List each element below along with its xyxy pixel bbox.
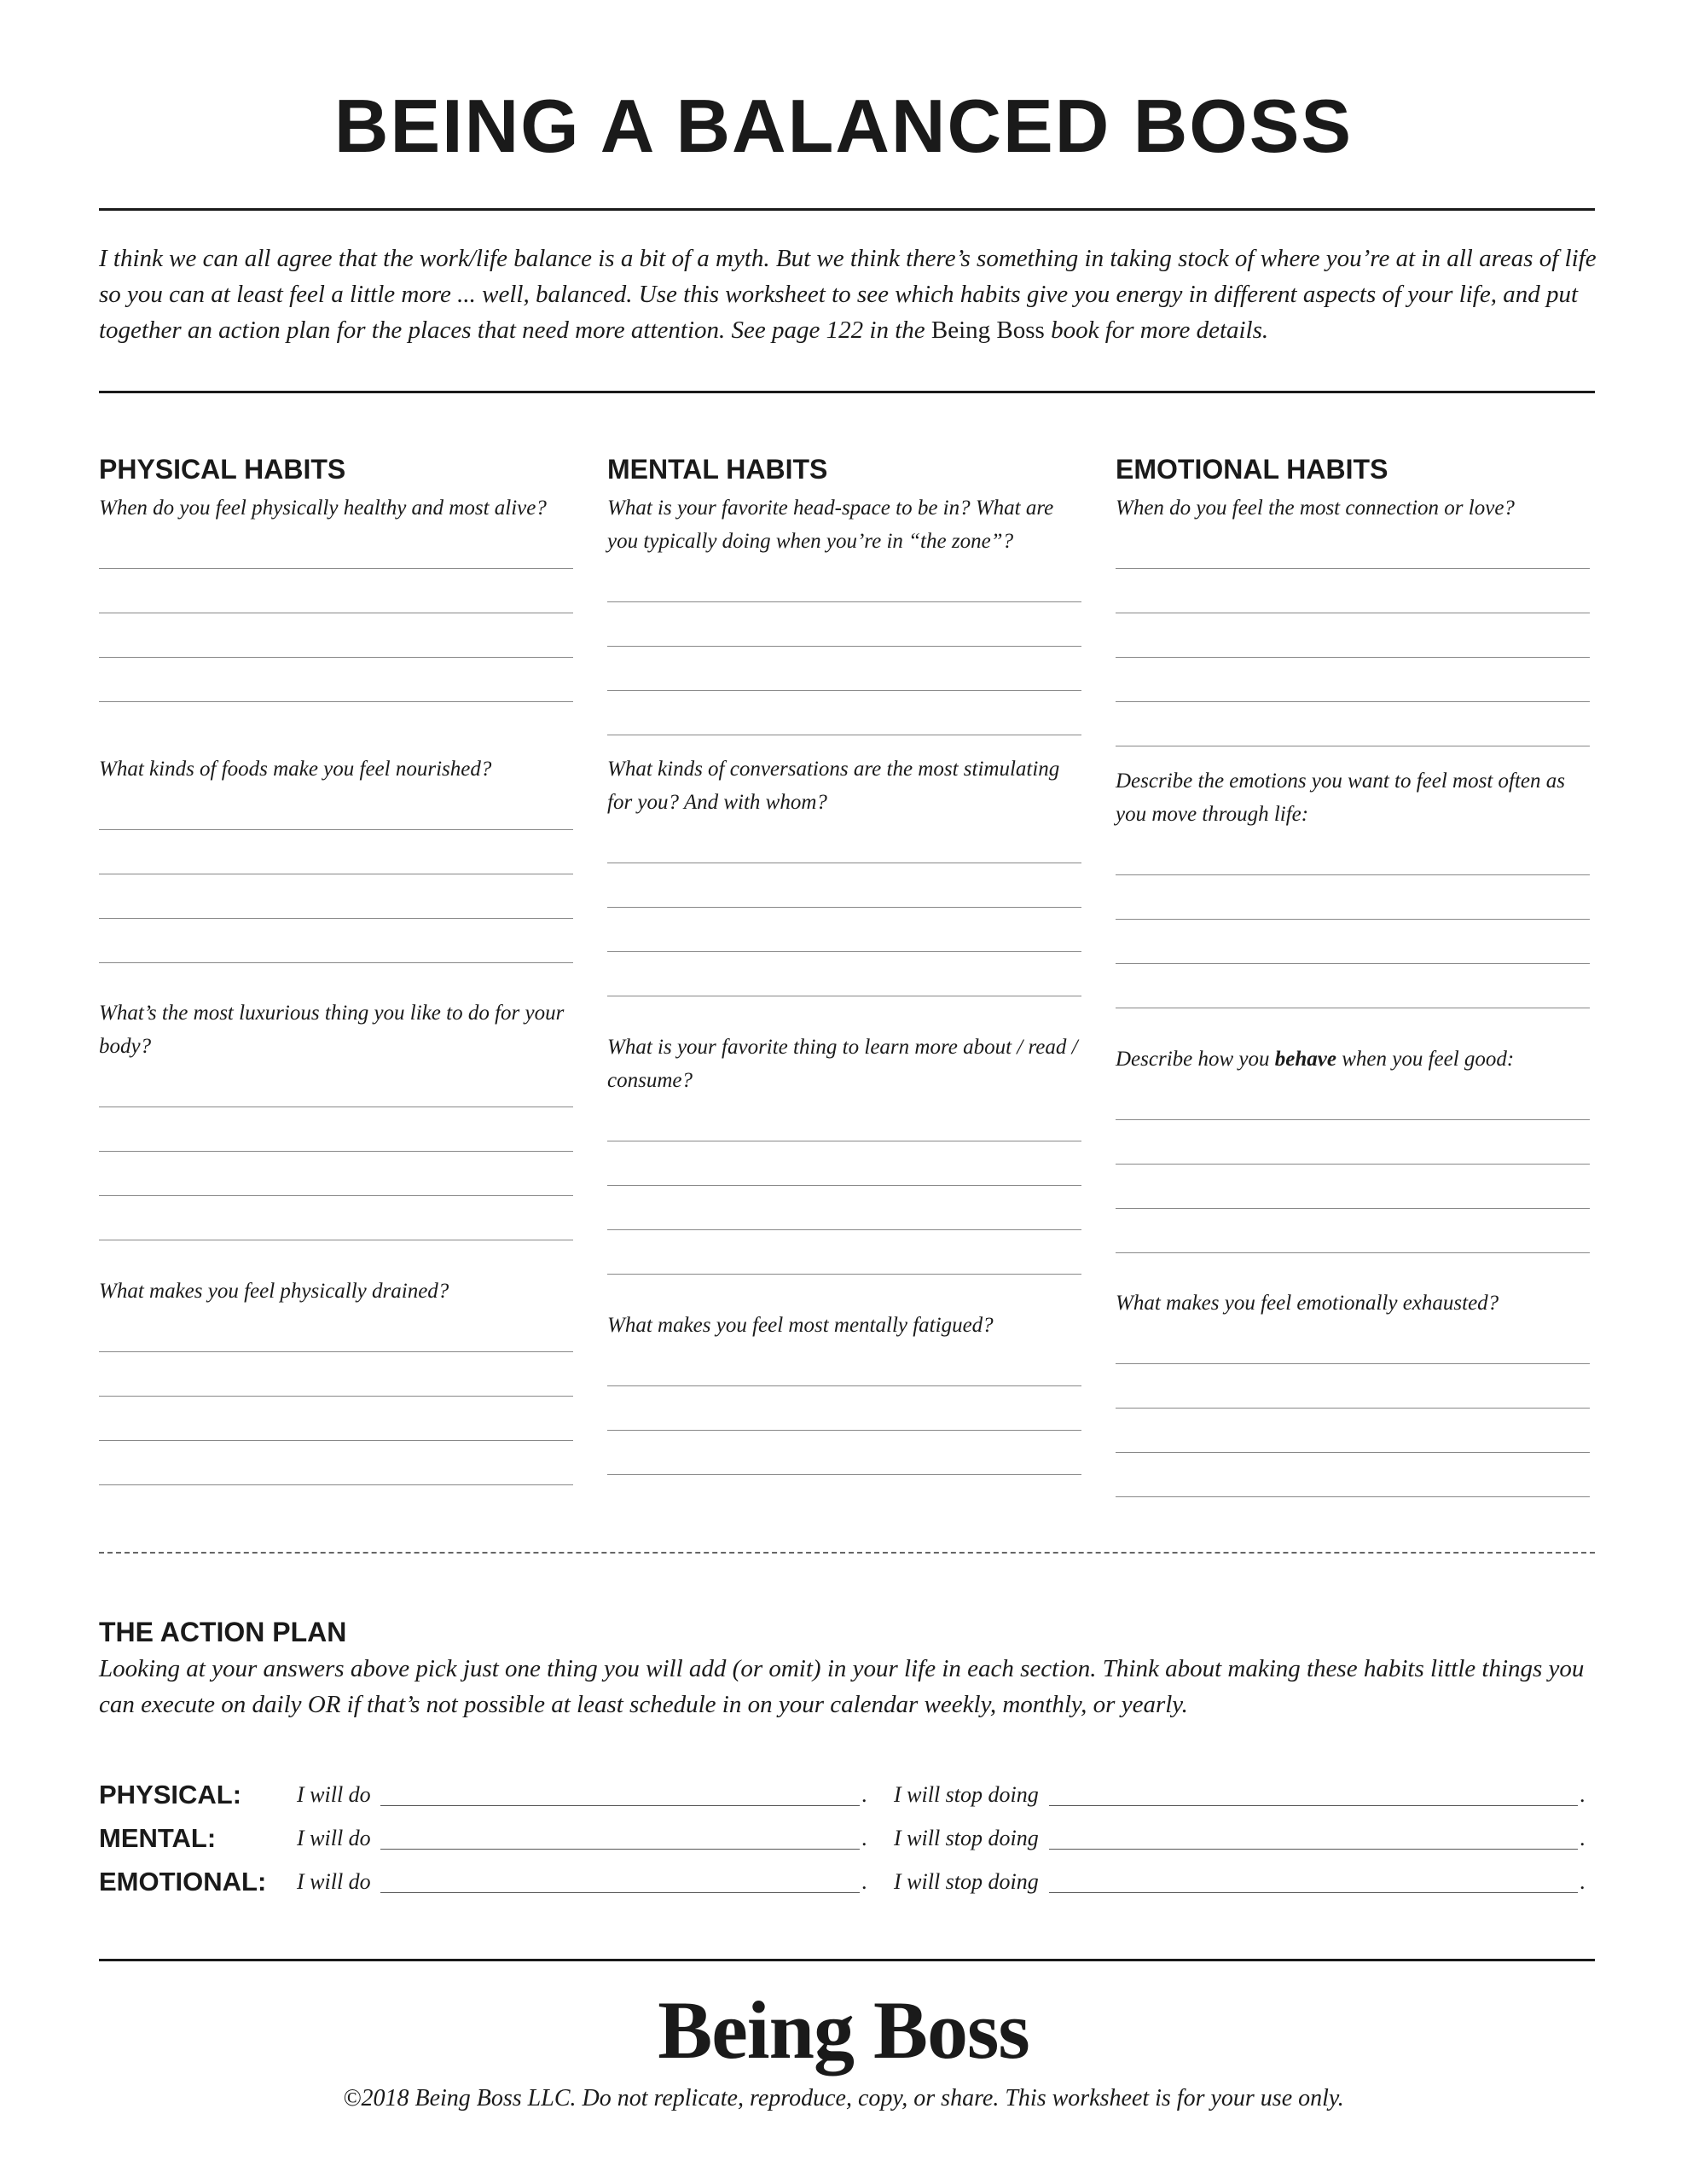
brand-logo: Being Boss [658, 1984, 1029, 2076]
emphasis-word: behave [1274, 1048, 1336, 1071]
answer-line[interactable] [99, 1152, 573, 1196]
plan-row-emotional [99, 1862, 1600, 1902]
period: . [1580, 1826, 1586, 1850]
answer-line[interactable] [99, 919, 573, 963]
top-divider [99, 208, 1595, 211]
answer-line[interactable] [1116, 831, 1590, 875]
answer-line[interactable] [1116, 613, 1590, 658]
answer-line[interactable] [607, 1230, 1081, 1275]
answer-line[interactable] [607, 1386, 1081, 1431]
period: . [861, 1869, 867, 1894]
answer-line[interactable] [607, 819, 1081, 863]
answer-line[interactable] [99, 569, 573, 613]
answer-line[interactable] [99, 525, 573, 569]
period: . [1580, 1782, 1586, 1807]
action-plan-intro: Looking at your answers above pick just one thing you will add (or omit) in your life in each section. Think about making these habits little things you can execute on daily OR if that’s not possible at least schedule in on your calendar weekly, monthly, or yearly. [99, 1655, 1585, 1718]
question-text: What kinds of conversations are the most stimulating for you? And with whom? [607, 758, 1060, 814]
question-text-part: when you feel good: [1336, 1048, 1515, 1071]
question-text: When do you feel the most connection or love? [1116, 497, 1515, 520]
answer-line[interactable] [1116, 1364, 1590, 1409]
column-heading: MENTAL HABITS [607, 454, 828, 485]
answer-line[interactable] [607, 558, 1081, 602]
page-title: BEING A BALANCED BOSS [333, 84, 1354, 168]
answer-line[interactable] [1116, 1409, 1590, 1453]
question-text: What makes you feel physically drained? [99, 1280, 449, 1303]
question-block [607, 1031, 1081, 1309]
answer-line[interactable] [607, 908, 1081, 952]
question-block [99, 491, 573, 752]
will-stop-label: I will stop doing [894, 1869, 1039, 1894]
plan-row-mental [99, 1818, 1600, 1859]
answer-line[interactable] [99, 1107, 573, 1152]
question-block [99, 752, 573, 996]
answer-line[interactable] [607, 1097, 1081, 1141]
physical-habits-column [99, 452, 573, 1485]
question-block [99, 1275, 573, 1485]
intro-text: I think we can all agree that the work/life balance is a bit of a myth. But we think there’s something in taking stock of where you’re at in all areas of life so you can at least feel a little more ... well, balanced. Use this worksheet to see which habits give you energy in different aspects of your life, and put together an action plan for the places that need more attention. See page 122 in the [99, 245, 1597, 344]
will-stop-blank[interactable] [1049, 1805, 1578, 1806]
plan-label: PHYSICAL: [99, 1780, 242, 1809]
answer-line[interactable] [607, 863, 1081, 908]
will-do-label: I will do [297, 1869, 371, 1894]
answer-line[interactable] [1116, 1165, 1590, 1209]
answer-line[interactable] [607, 1431, 1081, 1475]
question-text: What makes you feel emotionally exhausted? [1116, 1292, 1499, 1315]
period: . [1580, 1869, 1586, 1894]
question-text: What is your favorite thing to learn more about / read / consume? [607, 1036, 1078, 1092]
answer-line[interactable] [1116, 875, 1590, 920]
will-stop-label: I will stop doing [894, 1826, 1039, 1850]
column-heading: EMOTIONAL HABITS [1116, 454, 1388, 485]
section-divider-dashed [99, 1552, 1595, 1554]
question-text: Describe the emotions you want to feel most often as you move through life: [1116, 770, 1566, 826]
question-block [1116, 491, 1590, 764]
answer-line[interactable] [99, 1441, 573, 1485]
question-block [607, 491, 1081, 752]
plan-label: EMOTIONAL: [99, 1867, 267, 1896]
will-do-label: I will do [297, 1782, 371, 1807]
question-block [607, 1309, 1081, 1475]
answer-line[interactable] [1116, 964, 1590, 1008]
answer-line[interactable] [607, 602, 1081, 647]
answer-line[interactable] [607, 647, 1081, 691]
answer-line[interactable] [99, 1397, 573, 1441]
answer-line[interactable] [1116, 1076, 1590, 1120]
copyright-notice: ©2018 Being Boss LLC. Do not replicate, reproduce, copy, or share. This worksheet is for your use only. [343, 2085, 1344, 2111]
answer-line[interactable] [1116, 702, 1590, 746]
answer-line[interactable] [607, 1342, 1081, 1386]
question-block [99, 996, 573, 1275]
answer-line[interactable] [99, 1352, 573, 1397]
action-plan-heading: THE ACTION PLAN [99, 1617, 347, 1647]
intro-paragraph [99, 241, 1600, 348]
answer-line[interactable] [99, 874, 573, 919]
will-stop-blank[interactable] [1049, 1892, 1578, 1893]
will-do-blank[interactable] [380, 1849, 860, 1850]
question-block [1116, 1043, 1590, 1287]
book-title: Being Boss [930, 317, 1045, 344]
will-do-label: I will do [297, 1826, 371, 1850]
question-text: When do you feel physically healthy and most alive? [99, 497, 547, 520]
answer-line[interactable] [607, 691, 1081, 735]
answer-line[interactable] [1116, 569, 1590, 613]
plan-row-physical [99, 1774, 1600, 1815]
question-text [1116, 1043, 1590, 1076]
question-block [1116, 1287, 1590, 1497]
answer-line[interactable] [99, 1196, 573, 1240]
answer-line[interactable] [1116, 1120, 1590, 1165]
question-text: What kinds of foods make you feel nourished? [99, 758, 492, 781]
question-block [607, 752, 1081, 1031]
answer-line[interactable] [1116, 525, 1590, 569]
will-stop-blank[interactable] [1049, 1849, 1578, 1850]
answer-line[interactable] [1116, 1320, 1590, 1364]
answer-line[interactable] [607, 952, 1081, 996]
answer-line[interactable] [99, 786, 573, 830]
answer-line[interactable] [99, 658, 573, 702]
question-text: What’s the most luxurious thing you like to do for your body? [99, 1002, 565, 1058]
mental-habits-column [607, 452, 1081, 1475]
will-do-blank[interactable] [380, 1805, 860, 1806]
answer-line[interactable] [99, 1063, 573, 1107]
column-heading: PHYSICAL HABITS [99, 454, 346, 485]
question-text: What is your favorite head-space to be in? What are you typically doing when you’re in “the zone”? [607, 497, 1054, 553]
answer-line[interactable] [99, 613, 573, 658]
intro-divider [99, 391, 1595, 393]
intro-text-end: book for more details. [1044, 317, 1269, 344]
period: . [861, 1782, 867, 1807]
answer-line[interactable] [607, 1186, 1081, 1230]
will-stop-label: I will stop doing [894, 1782, 1039, 1807]
answer-line[interactable] [99, 1308, 573, 1352]
will-do-blank[interactable] [380, 1892, 860, 1893]
question-text-part: Describe how you [1116, 1048, 1275, 1071]
question-block [1116, 764, 1590, 1043]
period: . [861, 1826, 867, 1850]
answer-line[interactable] [1116, 1209, 1590, 1253]
plan-label: MENTAL: [99, 1823, 217, 1853]
answer-line[interactable] [1116, 920, 1590, 964]
answer-line[interactable] [1116, 1453, 1590, 1497]
question-text: What makes you feel most mentally fatigued? [607, 1314, 994, 1337]
answer-line[interactable] [1116, 658, 1590, 702]
answer-line[interactable] [607, 1141, 1081, 1186]
emotional-habits-column [1116, 452, 1590, 1497]
answer-line[interactable] [99, 830, 573, 874]
footer-divider [99, 1959, 1595, 1961]
